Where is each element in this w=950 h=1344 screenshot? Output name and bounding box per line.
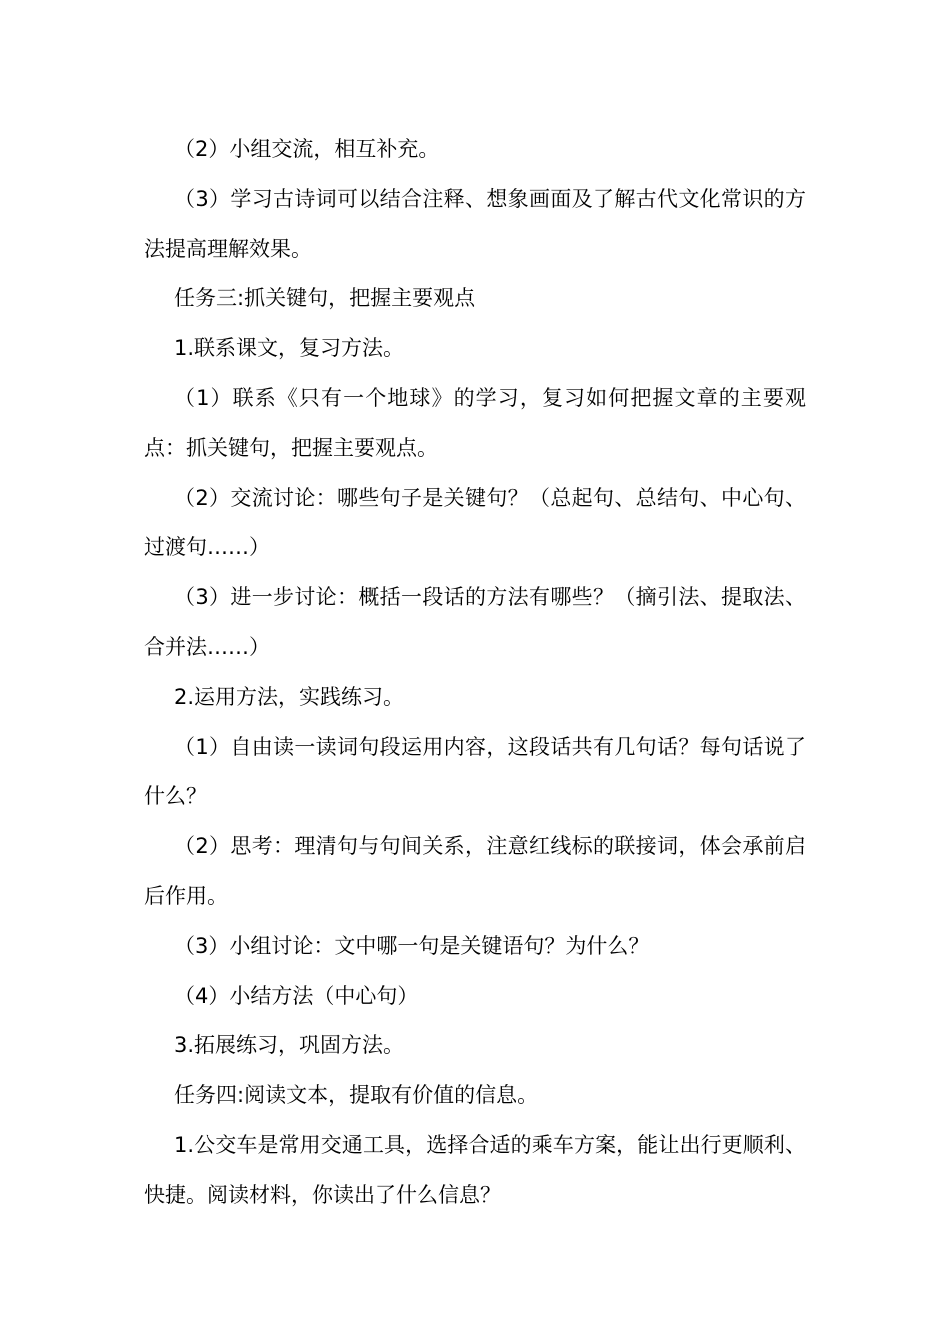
heading-task-four: 任务四:阅读文本，提取有价值的信息。 <box>174 1083 539 1108</box>
paragraph-think-relations: （2）思考：理清句与句间关系，注意红线标的联接词，体会承前启后作用。 <box>144 834 806 908</box>
paragraph-group-exchange: （2）小组交流，相互补充。 <box>174 137 440 161</box>
heading-task-three: 任务三:抓关键句，把握主要观点 <box>174 286 476 311</box>
paragraph-extend-practice: 3.拓展练习，巩固方法。 <box>174 1033 405 1058</box>
document-page <box>144 125 806 1221</box>
paragraph-review-method: 1.联系课文，复习方法。 <box>174 336 405 361</box>
paragraph-only-one-earth: （1）联系《只有一个地球》的学习，复习如何把握文章的主要观点：抓关键句，把握主要观点。 <box>144 385 806 460</box>
paragraph-free-reading: （1）自由读一读词句段运用内容，这段话共有几句话？每句话说了什么？ <box>144 734 806 809</box>
paragraph-key-sentences-discussion: （2）交流讨论：哪些句子是关键句？（总起句、总结句、中心句、过渡句……） <box>144 485 806 560</box>
paragraph-summarize-methods: （3）进一步讨论：概括一段话的方法有哪些？（摘引法、提取法、合并法……） <box>144 585 806 659</box>
paragraph-summary-method: （4）小结方法（中心句） <box>174 983 419 1008</box>
paragraph-apply-method: 2.运用方法，实践练习。 <box>174 684 405 709</box>
paragraph-bus-reading: 1.公交车是常用交通工具，选择合适的乘车方案，能让出行更顺利、快捷。阅读材料，你读出了什么信息？ <box>144 1132 806 1207</box>
paragraph-ancient-poetry-method: （3）学习古诗词可以结合注释、想象画面及了解古代文化常识的方法提高理解效果。 <box>144 186 806 261</box>
paragraph-group-discussion-key: （3）小组讨论：文中哪一句是关键语句？为什么？ <box>174 933 650 958</box>
